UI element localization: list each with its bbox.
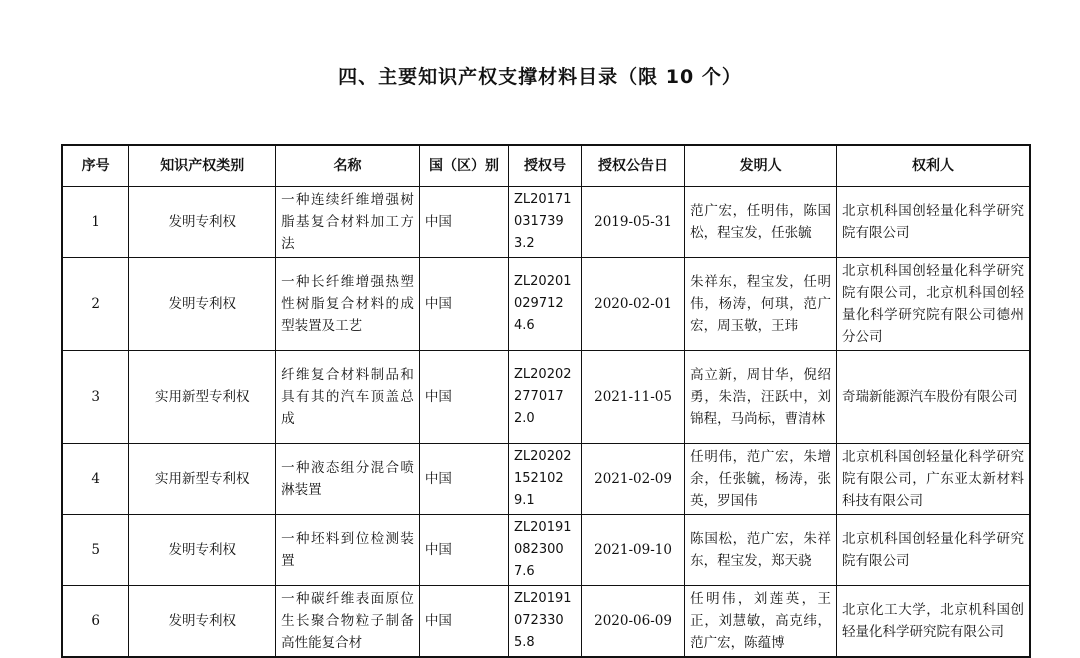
cell-country: 中国 xyxy=(419,258,508,351)
ip-materials-table xyxy=(61,144,1031,658)
header-owner: 权利人 xyxy=(837,145,1030,187)
table-row xyxy=(62,444,1030,515)
table-row xyxy=(62,351,1030,444)
cell-owner: 北京化工大学，北京机科国创轻量化科学研究院有限公司 xyxy=(837,586,1030,658)
cell-date: 2021-02-09 xyxy=(581,444,684,515)
cell-no: 6 xyxy=(62,586,129,658)
table-header-row xyxy=(62,145,1030,187)
cell-date: 2020-06-09 xyxy=(581,586,684,658)
cell-category: 发明专利权 xyxy=(129,258,276,351)
cell-inventors: 朱祥东，程宝发，任明伟，杨涛，何琪，范广宏，周玉敬，王玮 xyxy=(685,258,837,351)
cell-name: 一种连续纤维增强树脂基复合材料加工方法 xyxy=(276,187,420,258)
cell-date: 2020-02-01 xyxy=(581,258,684,351)
cell-date: 2019-05-31 xyxy=(581,187,684,258)
cell-country: 中国 xyxy=(419,187,508,258)
cell-owner: 北京机科国创轻量化科学研究院有限公司，北京机科国创轻量化科学研究院有限公司德州分公司 xyxy=(837,258,1030,351)
cell-name: 纤维复合材料制品和具有其的汽车顶盖总成 xyxy=(276,351,420,444)
table-row xyxy=(62,187,1030,258)
cell-name: 一种长纤维增强热塑性树脂复合材料的成型装置及工艺 xyxy=(276,258,420,351)
cell-name: 一种液态组分混合喷淋装置 xyxy=(276,444,420,515)
cell-owner: 北京机科国创轻量化科学研究院有限公司，广东亚太新材料科技有限公司 xyxy=(837,444,1030,515)
cell-owner: 北京机科国创轻量化科学研究院有限公司 xyxy=(837,187,1030,258)
cell-date: 2021-11-05 xyxy=(581,351,684,444)
cell-name: 一种碳纤维表面原位生长聚合物粒子制备高性能复合材 xyxy=(276,586,420,658)
cell-patent-no: ZL202021521029.1 xyxy=(509,444,582,515)
cell-date: 2021-09-10 xyxy=(581,515,684,586)
cell-patent-no: ZL201710317393.2 xyxy=(509,187,582,258)
cell-category: 发明专利权 xyxy=(129,515,276,586)
cell-category: 发明专利权 xyxy=(129,187,276,258)
cell-patent-no: ZL202010297124.6 xyxy=(509,258,582,351)
cell-owner: 奇瑞新能源汽车股份有限公司 xyxy=(837,351,1030,444)
cell-inventors: 高立新，周甘华，倪绍勇，朱浩，汪跃中，刘锦程，马尚标，曹清林 xyxy=(685,351,837,444)
cell-inventors: 任明伟，范广宏，朱增余，任张毓，杨涛，张英，罗国伟 xyxy=(685,444,837,515)
cell-category: 实用新型专利权 xyxy=(129,351,276,444)
cell-name: 一种坯料到位检测装置 xyxy=(276,515,420,586)
table-row xyxy=(62,515,1030,586)
cell-country: 中国 xyxy=(419,351,508,444)
cell-category: 实用新型专利权 xyxy=(129,444,276,515)
cell-inventors: 范广宏，任明伟，陈国松，程宝发，任张毓 xyxy=(685,187,837,258)
cell-country: 中国 xyxy=(419,586,508,658)
cell-no: 3 xyxy=(62,351,129,444)
cell-patent-no: ZL201910723305.8 xyxy=(509,586,582,658)
header-date: 授权公告日 xyxy=(581,145,684,187)
header-inventors: 发明人 xyxy=(685,145,837,187)
cell-patent-no: ZL202022770172.0 xyxy=(509,351,582,444)
header-name: 名称 xyxy=(276,145,420,187)
header-category: 知识产权类别 xyxy=(129,145,276,187)
cell-category: 发明专利权 xyxy=(129,586,276,658)
cell-no: 1 xyxy=(62,187,129,258)
header-no: 序号 xyxy=(62,145,129,187)
cell-inventors: 陈国松，范广宏，朱祥东，程宝发，郑天骁 xyxy=(685,515,837,586)
cell-country: 中国 xyxy=(419,515,508,586)
cell-inventors: 任明伟，刘莲英，王正，刘慧敏，高克纬，范广宏，陈蕴博 xyxy=(685,586,837,658)
cell-no: 4 xyxy=(62,444,129,515)
page-title: 四、主要知识产权支撑材料目录（限 10 个） xyxy=(338,66,742,88)
cell-owner: 北京机科国创轻量化科学研究院有限公司 xyxy=(837,515,1030,586)
cell-country: 中国 xyxy=(419,444,508,515)
table-row xyxy=(62,258,1030,351)
cell-patent-no: ZL201910823007.6 xyxy=(509,515,582,586)
cell-no: 2 xyxy=(62,258,129,351)
header-patent-no: 授权号 xyxy=(509,145,582,187)
table-row xyxy=(62,586,1030,658)
header-country: 国（区）别 xyxy=(419,145,508,187)
cell-no: 5 xyxy=(62,515,129,586)
